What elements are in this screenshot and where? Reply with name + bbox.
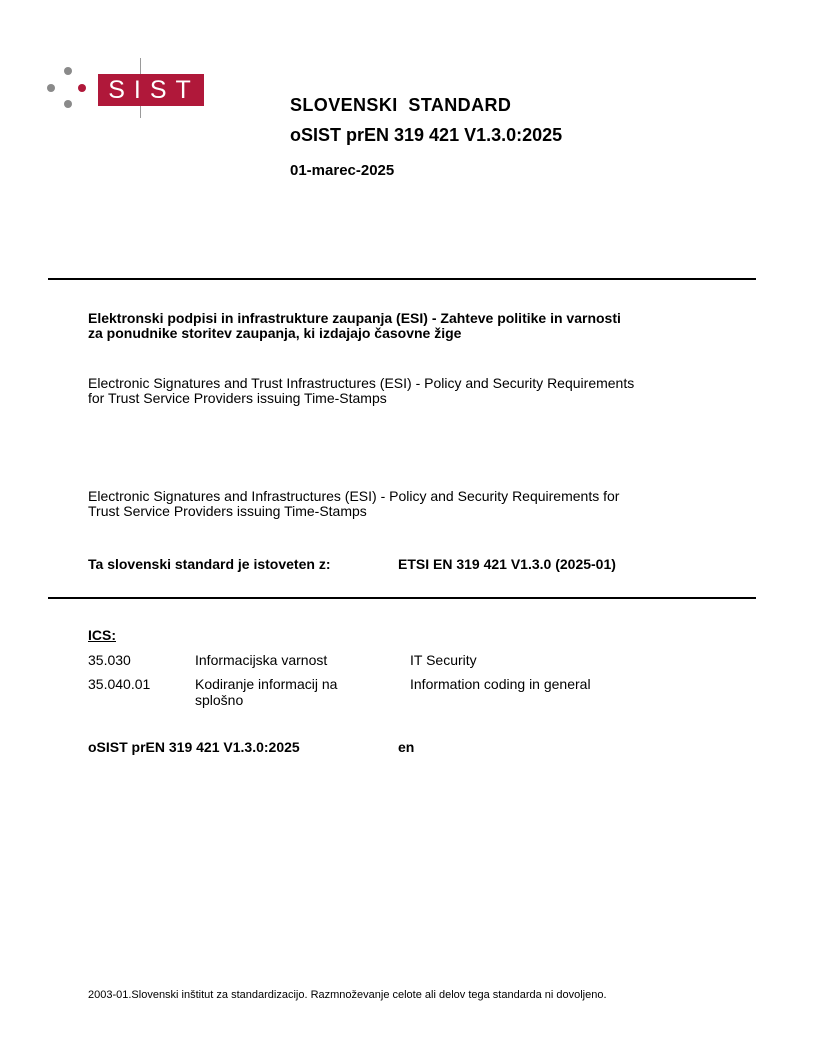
ics-row-english: Information coding in general <box>410 676 591 692</box>
ics-row-code: 35.030 <box>88 652 131 668</box>
ics-row-slovenian: Kodiranje informacij na splošno <box>195 676 338 708</box>
logo-dot <box>64 67 72 75</box>
title-slovenian-line-1: Elektronski podpisi in infrastrukture zaupanja (ESI) - Zahteve politike in varnosti <box>88 310 621 326</box>
standard-date: 01-marec-2025 <box>290 162 395 179</box>
ics-row-slovenian: Informacijska varnost <box>195 652 328 668</box>
title-alternate-line-1: Electronic Signatures and Infrastructures (ESI) - Policy and Security Requirements for <box>88 488 620 504</box>
sist-logo: SIST <box>98 74 204 106</box>
logo-dots-icon <box>46 66 86 110</box>
title-english-line-1: Electronic Signatures and Trust Infrastructures (ESI) - Policy and Security Requirements <box>88 375 635 391</box>
document-code: oSIST prEN 319 421 V1.3.0:2025 <box>88 739 300 755</box>
identity-label: Ta slovenski standard je istoveten z: <box>88 556 331 572</box>
logo-dot <box>78 84 86 92</box>
ics-row-code: 35.040.01 <box>88 676 151 692</box>
bottom-divider <box>48 597 756 599</box>
ics-title: ICS: <box>88 627 116 643</box>
logo-dot <box>64 100 72 108</box>
document-language: en <box>398 739 415 755</box>
title-english-line-2: for Trust Service Providers issuing Time-Stamps <box>88 390 387 406</box>
top-divider <box>48 278 756 280</box>
title-slovenian-line-2: za ponudnike storitev zaupanja, ki izdajajo časovne žige <box>88 325 462 341</box>
identity-value: ETSI EN 319 421 V1.3.0 (2025-01) <box>398 556 616 572</box>
ics-row-english: IT Security <box>410 652 477 668</box>
standard-label: SLOVENSKI STANDARD <box>290 95 512 115</box>
logo-dot <box>47 84 55 92</box>
standard-code: oSIST prEN 319 421 V1.3.0:2025 <box>290 125 563 145</box>
title-alternate-line-2: Trust Service Providers issuing Time-Stamps <box>88 503 367 519</box>
copyright-notice: 2003-01.Slovenski inštitut za standardizacijo. Razmnoževanje celote ali delov tega standarda ni dovoljeno. <box>88 989 607 1001</box>
